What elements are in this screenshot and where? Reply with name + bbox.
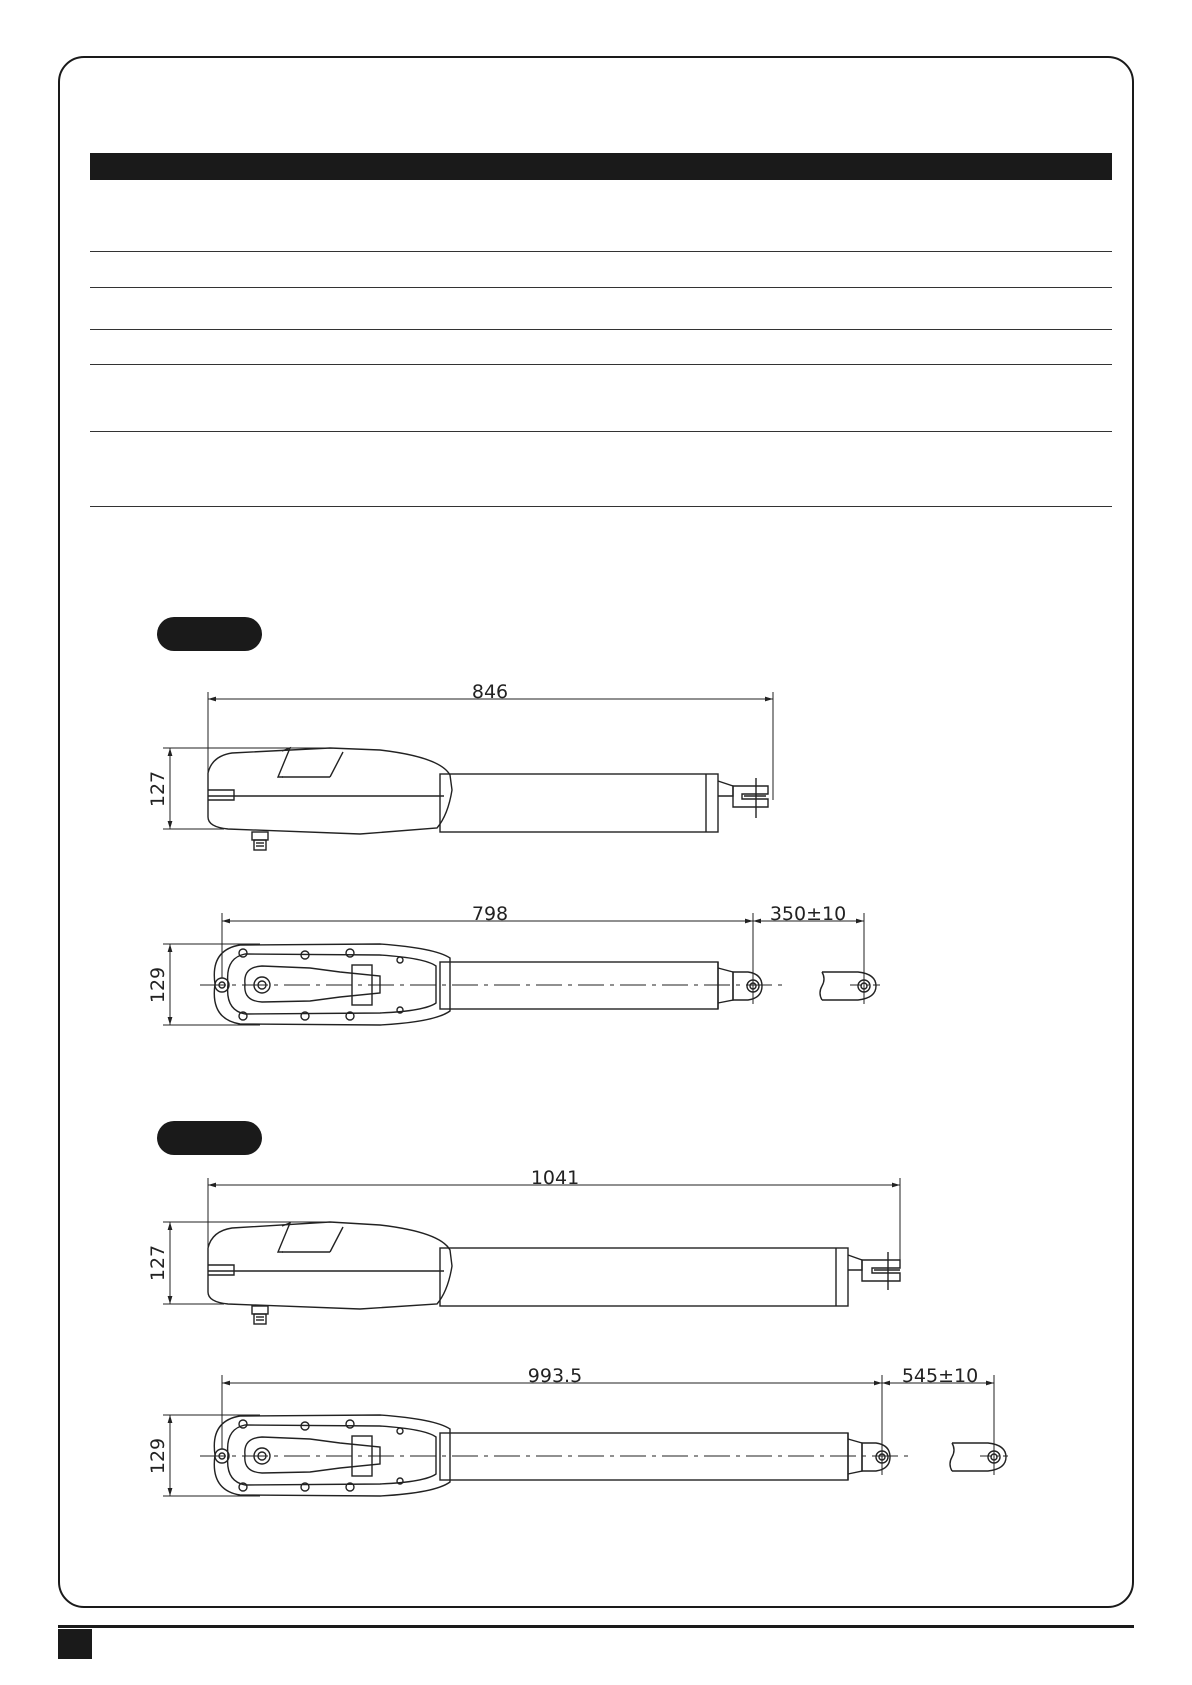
model-1-side-height-label: 127	[147, 770, 169, 808]
page-number-box	[58, 1629, 92, 1659]
model-2-side-height-label: 127	[147, 1244, 169, 1282]
model-2-stroke-label: 545±10	[901, 1365, 979, 1387]
model-1-side-view	[163, 692, 773, 850]
model-2-top-view	[163, 1375, 1008, 1496]
model-1-top-length-label: 798	[471, 903, 509, 925]
model-1-top-view	[163, 913, 880, 1025]
model-1-stroke-label: 350±10	[769, 903, 847, 925]
model-1-top-width-label: 129	[147, 966, 169, 1004]
model-1-side-length-label: 846	[471, 681, 509, 703]
model-2-side-length-label: 1041	[530, 1167, 580, 1189]
model-2-top-width-label: 129	[147, 1437, 169, 1475]
model-2-top-length-label: 993.5	[527, 1365, 583, 1387]
footer-rule	[58, 1625, 1134, 1628]
model-2-side-view	[163, 1178, 900, 1324]
